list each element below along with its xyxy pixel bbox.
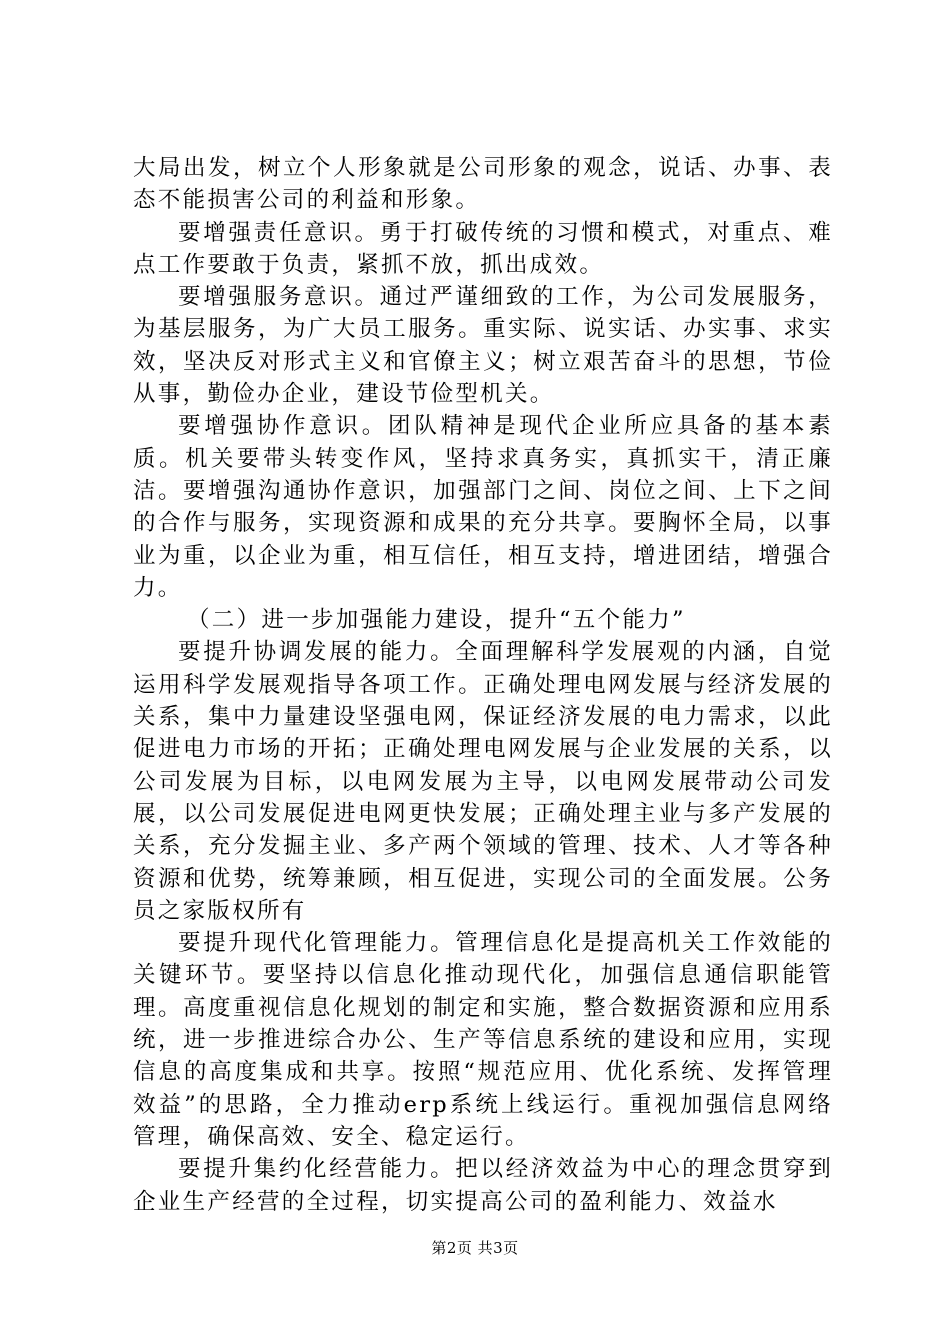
paragraph-cooperation: 要增强协作意识。团队精神是现代企业所应具备的基本素质。机关要带头转变作风，坚持求真务实，真抓实干，清正廉洁。要增强沟通协作意识，加强部门之间、岗位之间、上下之间的合作与服务，实现资源和成果的充分共享。要胸怀全局，以事业为重，以企业为重，相互信任，相互支持，增进团结，增强合力。 xyxy=(133,413,833,601)
page-number-label: 第2页 共3页 xyxy=(431,1239,519,1257)
page-footer xyxy=(0,1237,950,1258)
section-heading: （二）进一步加强能力建设，提升“五个能力” xyxy=(187,607,686,634)
paragraph-continuation: 大局出发，树立个人形象就是公司形象的观念，说话、办事、表态不能损害公司的利益和形象。 xyxy=(133,155,833,214)
paragraph-service: 要增强服务意识。通过严谨细致的工作，为公司发展服务，为基层服务，为广大员工服务。重实际、说实话、办实事、求实效，坚决反对形式主义和官僚主义；树立艰苦奋斗的思想，节俭从事，勤俭办企业，建设节俭型机关。 xyxy=(133,284,833,408)
paragraph-modern-management: 要提升现代化管理能力。管理信息化是提高机关工作效能的关键环节。要坚持以信息化推动现代化，加强信息通信职能管理。高度重视信息化规划的制定和实施，整合数据资源和应用系统，进一步推进综合办公、生产等信息系统的建设和应用，实现信息的高度集成和共享。按照“规范应用、优化系统、发挥管理效益”的思路，全力推动erp系统上线运行。重视加强信息网络管理，确保高效、安全、稳定运行。 xyxy=(133,930,833,1150)
document-body xyxy=(133,152,833,1218)
paragraph-responsibility: 要增强责任意识。勇于打破传统的习惯和模式，对重点、难点工作要敢于负责，紧抓不放，抓出成效。 xyxy=(133,219,833,278)
paragraph-intensive-operation: 要提升集约化经营能力。把以经济效益为中心的理念贯穿到企业生产经营的全过程，切实提高公司的盈利能力、效益水 xyxy=(133,1156,833,1215)
paragraph-coordinated-development: 要提升协调发展的能力。全面理解科学发展观的内涵，自觉运用科学发展观指导各项工作。正确处理电网发展与经济发展的关系，集中力量建设坚强电网，保证经济发展的电力需求，以此促进电力市场的开拓；正确处理电网发展与企业发展的关系，以公司发展为目标，以电网发展为主导，以电网发展带动公司发展，以公司发展促进电网更快发展；正确处理主业与多产发展的关系，充分发掘主业、多产两个领域的管理、技术、人才等各种资源和优势，统筹兼顾，相互促进，实现公司的全面发展。公务员之家版权所有 xyxy=(133,639,833,924)
